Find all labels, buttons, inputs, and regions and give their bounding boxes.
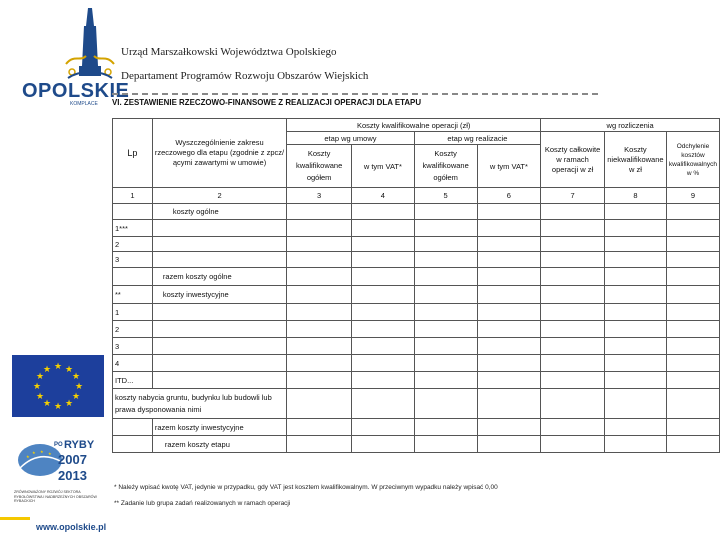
header-lp: Lp	[113, 119, 153, 188]
svg-text:★: ★	[35, 372, 45, 382]
header-divider	[112, 93, 598, 95]
row-number: 3	[113, 252, 153, 268]
col-number: 3	[287, 188, 352, 204]
header-eligible-total-2: Koszty kwalifikowane ogółem	[414, 145, 477, 188]
col-number: 2	[152, 188, 286, 204]
svg-text:★: ★	[48, 451, 52, 456]
svg-text:2007: 2007	[58, 452, 87, 467]
header-vat: w tym VAT*	[352, 145, 415, 188]
row-investment-total: razem koszty inwestycyjne	[152, 419, 286, 436]
row-number: ITD...	[113, 372, 153, 389]
col-number: 5	[414, 188, 477, 204]
svg-text:2013: 2013	[58, 468, 87, 483]
svg-text:★: ★	[64, 365, 74, 375]
footer-accent-line	[0, 517, 30, 520]
svg-text:★: ★	[40, 449, 44, 454]
svg-text:★: ★	[64, 399, 74, 409]
row-investment-costs: koszty inwestycyjne	[152, 286, 286, 304]
header-as-per-realization: etap wg realizacie	[414, 132, 541, 145]
ryby-caption: ZRÓWNOWAŻONY ROZWÓJ SEKTORA RYBOŁÓWSTWA I NADBRZEŻNYCH OBSZARÓW RYBACKICH	[14, 490, 97, 503]
row-general-costs: koszty ogólne	[152, 204, 286, 220]
svg-text:★: ★	[42, 365, 52, 375]
form-title: VI. ZESTAWIENIE RZECZOWO-FINANSOWE Z REALIZACJI OPERACJI DLA ETAPU	[112, 97, 422, 107]
header-deviation: Odchylenie kosztów kwalifikowalnych w %	[666, 132, 719, 188]
header-department-name: Departament Programów Rozwoju Obszarów Wiejskich	[121, 70, 369, 82]
svg-text:★: ★	[74, 382, 84, 392]
row-number: 2	[113, 321, 153, 338]
header-eligible-costs: Koszty kwalifikowalne operacji (zł)	[287, 119, 541, 132]
col-number: 4	[352, 188, 415, 204]
col-number: 9	[666, 188, 719, 204]
row-number: 1	[113, 304, 153, 321]
svg-text:★: ★	[32, 382, 42, 392]
svg-text:★: ★	[35, 392, 45, 402]
svg-text:★: ★	[32, 450, 36, 455]
cost-table	[112, 118, 720, 453]
row-number: 2	[113, 237, 153, 252]
header-eligible-total: Koszty kwalifikowane ogółem	[287, 145, 352, 188]
header-according-to-realization: wg rozliczenia	[541, 119, 720, 132]
row-stage-total: razem koszty etapu	[152, 436, 286, 453]
row-number: 4	[113, 355, 153, 372]
header-as-per-contract: etap wg umowy	[287, 132, 414, 145]
svg-text:★: ★	[71, 372, 81, 382]
opolskie-tower-logo-icon	[62, 6, 118, 86]
svg-text:★: ★	[42, 399, 52, 409]
col-number: 7	[541, 188, 605, 204]
svg-text:★: ★	[71, 392, 81, 402]
header-non-eligible: Koszty niekwalifikowane w zł	[604, 132, 666, 188]
col-number: 1	[113, 188, 153, 204]
header-vat-2: w tym VAT*	[477, 145, 541, 188]
col-number: 6	[477, 188, 541, 204]
row-investment-marker: **	[113, 286, 153, 304]
header-total-costs: Koszty całkowite w ramach operacji w zł	[541, 132, 605, 188]
row-land-purchase: koszty nabycia gruntu, budynku lub budowli lub prawa dysponowania nimi	[113, 389, 287, 419]
svg-text:★: ★	[26, 454, 30, 459]
header-scope: Wyszczególnienie zakresu rzeczowego dla etapu (zgodnie z zpcz/ ącymi zawartymi w umowie)	[152, 119, 286, 188]
row-number: 1***	[113, 220, 153, 237]
svg-text:★: ★	[53, 362, 63, 372]
footnote-task: ** Zadanie lub grupa zadań realizowanych w ramach operacji	[114, 500, 291, 507]
website-link[interactable]: www.opolskie.pl	[36, 522, 107, 532]
row-number: 3	[113, 338, 153, 355]
eu-flag-icon	[12, 355, 104, 417]
svg-text:★: ★	[53, 402, 63, 412]
opolskie-logo-subtext: KOMPLACE	[70, 101, 98, 107]
col-number: 8	[604, 188, 666, 204]
row-general-total: razem koszty ogólne	[152, 268, 286, 286]
footnote-vat: * Należy wpisać kwotę VAT, jedynie w przypadku, gdy VAT jest kosztem kwalifikowalnym. W przeciwnym wypadku należy wpisać 0,00	[114, 484, 498, 491]
header-office-name: Urząd Marszałkowski Województwa Opolskiego	[121, 46, 337, 58]
opolskie-logo-text: OPOLSKIE	[22, 80, 130, 102]
svg-text:RYBY: RYBY	[64, 439, 95, 451]
svg-text:PO: PO	[54, 442, 63, 448]
